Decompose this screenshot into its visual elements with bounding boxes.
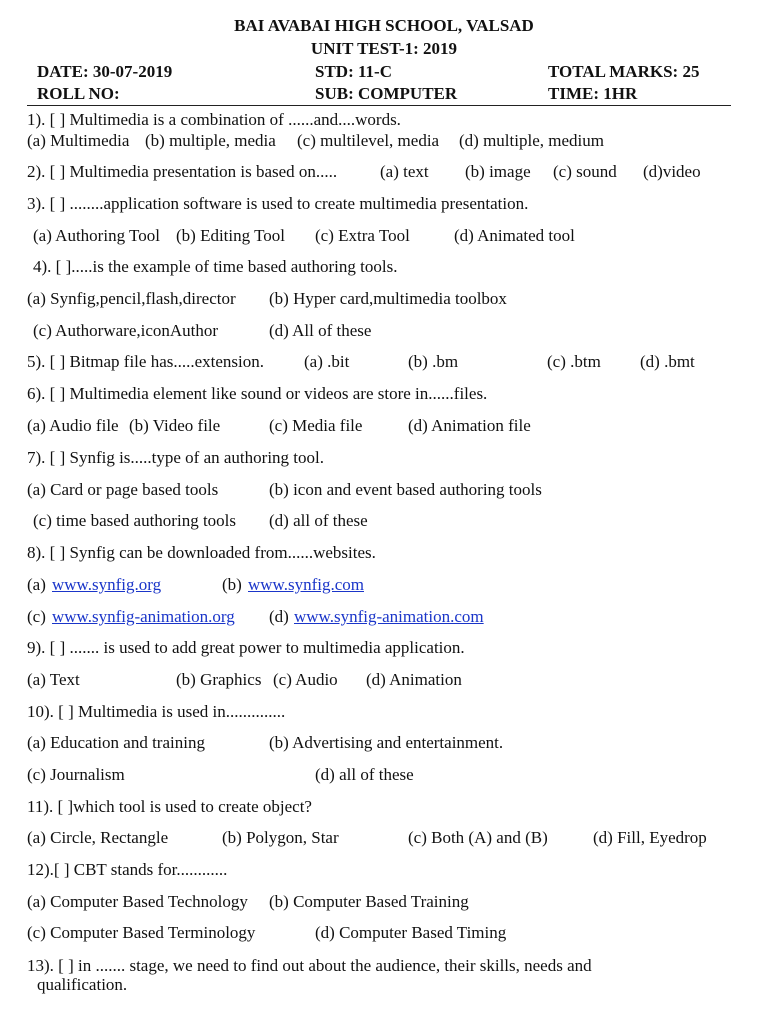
question-10-stem: 10). [ ] Multimedia is used in..............	[27, 702, 286, 721]
q10-option-d: (d) all of these	[315, 765, 414, 784]
total-marks-label: TOTAL MARKS: 25	[548, 62, 700, 81]
roll-no-label: ROLL NO:	[37, 84, 120, 103]
q10-option-b: (b) Advertising and entertainment.	[269, 733, 504, 752]
school-name: BAI AVABAI HIGH SCHOOL, VALSAD	[234, 16, 534, 35]
test-title: UNIT TEST-1: 2019	[310, 39, 458, 58]
question-7-stem: 7). [ ] Synfig is.....type of an authoring tool.	[27, 448, 324, 467]
question-1-stem: 1). [ ] Multimedia is a combination of ......and....words.	[27, 110, 401, 129]
question-3-stem: 3). [ ] ........application software is used to create multimedia presentation.	[27, 194, 529, 213]
q12-option-d: (d) Computer Based Timing	[315, 923, 507, 942]
q4-option-d: (d) All of these	[269, 321, 372, 340]
q1-option-b: (b) multiple, media	[145, 131, 276, 150]
q3-option-a: (a) Authoring Tool	[33, 226, 160, 245]
q8-option-d-link[interactable]: www.synfig-animation.com	[294, 607, 484, 626]
q12-option-b: (b) Computer Based Training	[269, 892, 469, 911]
q9-option-a: (a) Text	[27, 670, 80, 689]
q3-option-b: (b) Editing Tool	[176, 226, 285, 245]
q6-option-b: (b) Video file	[129, 416, 221, 435]
q8-option-b-label: (b)	[222, 575, 242, 594]
q8-option-d-label: (d)	[269, 607, 289, 626]
q5-option-d: (d) .bmt	[640, 352, 695, 371]
question-13-stem-continued: qualification.	[37, 975, 128, 994]
q2-option-c: (c) sound	[553, 162, 617, 181]
q11-option-d: (d) Fill, Eyedrop	[593, 828, 707, 847]
time-label: TIME: 1HR	[548, 84, 638, 103]
q8-option-b-link[interactable]: www.synfig.com	[248, 575, 364, 594]
q2-option-a: (a) text	[380, 162, 429, 181]
question-6-stem: 6). [ ] Multimedia element like sound or videos are store in......files.	[27, 384, 488, 403]
q9-option-d: (d) Animation	[366, 670, 462, 689]
q6-option-c: (c) Media file	[269, 416, 363, 435]
question-13-stem: 13). [ ] in ....... stage, we need to find out about the audience, their skills, needs and	[27, 956, 592, 975]
q11-option-a: (a) Circle, Rectangle	[27, 828, 169, 847]
q10-option-a: (a) Education and training	[27, 733, 205, 752]
q5-option-c: (c) .btm	[547, 352, 601, 371]
q9-option-c: (c) Audio	[273, 670, 338, 689]
q1-option-c: (c) multilevel, media	[297, 131, 440, 150]
q8-option-a-link[interactable]: www.synfig.org	[52, 575, 162, 594]
q4-option-b: (b) Hyper card,multimedia toolbox	[269, 289, 507, 308]
std-label: STD: 11-C	[315, 62, 392, 81]
q7-option-d: (d) all of these	[269, 511, 368, 530]
question-4-stem: 4). [ ].....is the example of time based authoring tools.	[33, 257, 398, 276]
q6-option-d: (d) Animation file	[408, 416, 531, 435]
q7-option-a: (a) Card or page based tools	[27, 480, 219, 499]
q4-option-a: (a) Synfig,pencil,flash,director	[27, 289, 236, 308]
q10-option-c: (c) Journalism	[27, 765, 125, 784]
question-2-stem: 2). [ ] Multimedia presentation is based on.....	[27, 162, 338, 181]
q4-option-c: (c) Authorware,iconAuthor	[33, 321, 219, 340]
question-9-stem: 9). [ ] ....... is used to add great power to multimedia application.	[27, 638, 465, 657]
q12-option-c: (c) Computer Based Terminology	[27, 923, 256, 942]
q2-option-d: (d)video	[643, 162, 701, 181]
q1-option-d: (d) multiple, medium	[459, 131, 604, 150]
question-12-stem: 12).[ ] CBT stands for............	[27, 860, 228, 879]
q7-option-b: (b) icon and event based authoring tools	[269, 480, 542, 499]
q2-option-b: (b) image	[465, 162, 531, 181]
subject-label: SUB: COMPUTER	[315, 84, 458, 103]
header-divider	[27, 105, 731, 106]
q12-option-a: (a) Computer Based Technology	[27, 892, 248, 911]
question-11-stem: 11). [ ]which tool is used to create object?	[27, 797, 312, 816]
q9-option-b: (b) Graphics	[176, 670, 262, 689]
q5-option-a: (a) .bit	[304, 352, 350, 371]
question-8-stem: 8). [ ] Synfig can be downloaded from......websites.	[27, 543, 376, 562]
q5-option-b: (b) .bm	[408, 352, 459, 371]
q3-option-d: (d) Animated tool	[454, 226, 575, 245]
q8-option-c-label: (c)	[27, 607, 46, 626]
q1-option-a: (a) Multimedia	[27, 131, 130, 150]
q6-option-a: (a) Audio file	[27, 416, 119, 435]
date-label: DATE: 30-07-2019	[37, 62, 173, 81]
q8-option-a-label: (a)	[27, 575, 46, 594]
q8-option-c-link[interactable]: www.synfig-animation.org	[52, 607, 235, 626]
q3-option-c: (c) Extra Tool	[315, 226, 410, 245]
q11-option-b: (b) Polygon, Star	[222, 828, 339, 847]
q11-option-c: (c) Both (A) and (B)	[408, 828, 548, 847]
q7-option-c: (c) time based authoring tools	[33, 511, 237, 530]
question-5-stem: 5). [ ] Bitmap file has.....extension.	[27, 352, 265, 371]
